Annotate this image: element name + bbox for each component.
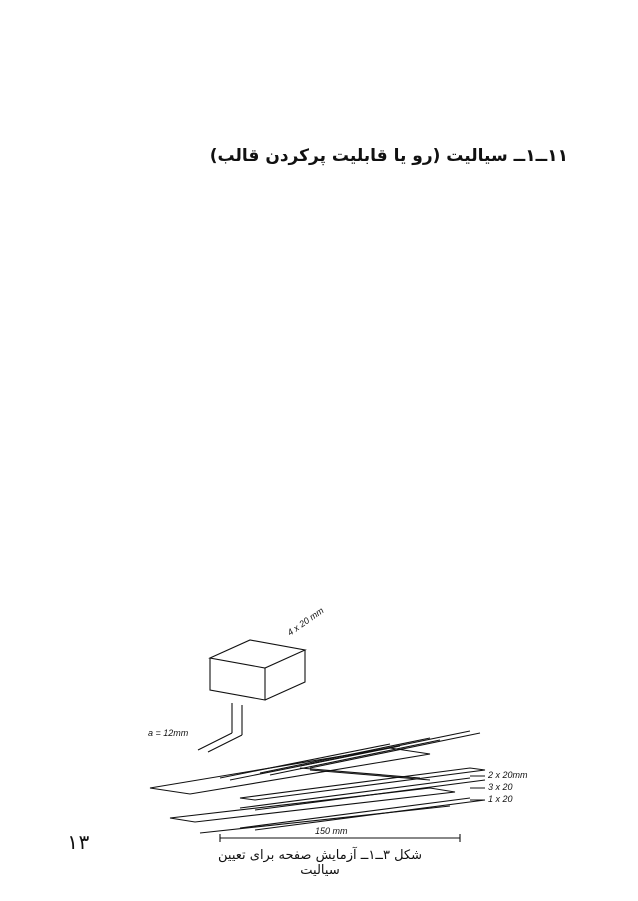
dimension-label: 3 x 20 (488, 782, 513, 792)
section-heading: ۱۱ــ۱ــ سیالیت (رو یا قابلیت پرکردن قالب) (209, 146, 568, 166)
page-number: ۱۳ (66, 830, 91, 854)
dimension-label: 1 x 20 (488, 794, 513, 804)
top-dimension-label: 4 x 20 mm (285, 605, 326, 638)
length-label: 150 mm (315, 826, 348, 836)
figure-caption: شکل ۳ــ۱ــ آزمایش صفحه برای تعیین سیالیت (218, 848, 422, 878)
plate-test-diagram (90, 605, 560, 848)
dimension-label: 2 x 20mm (488, 770, 528, 780)
a-dimension-label: a = 12mm (148, 728, 189, 738)
